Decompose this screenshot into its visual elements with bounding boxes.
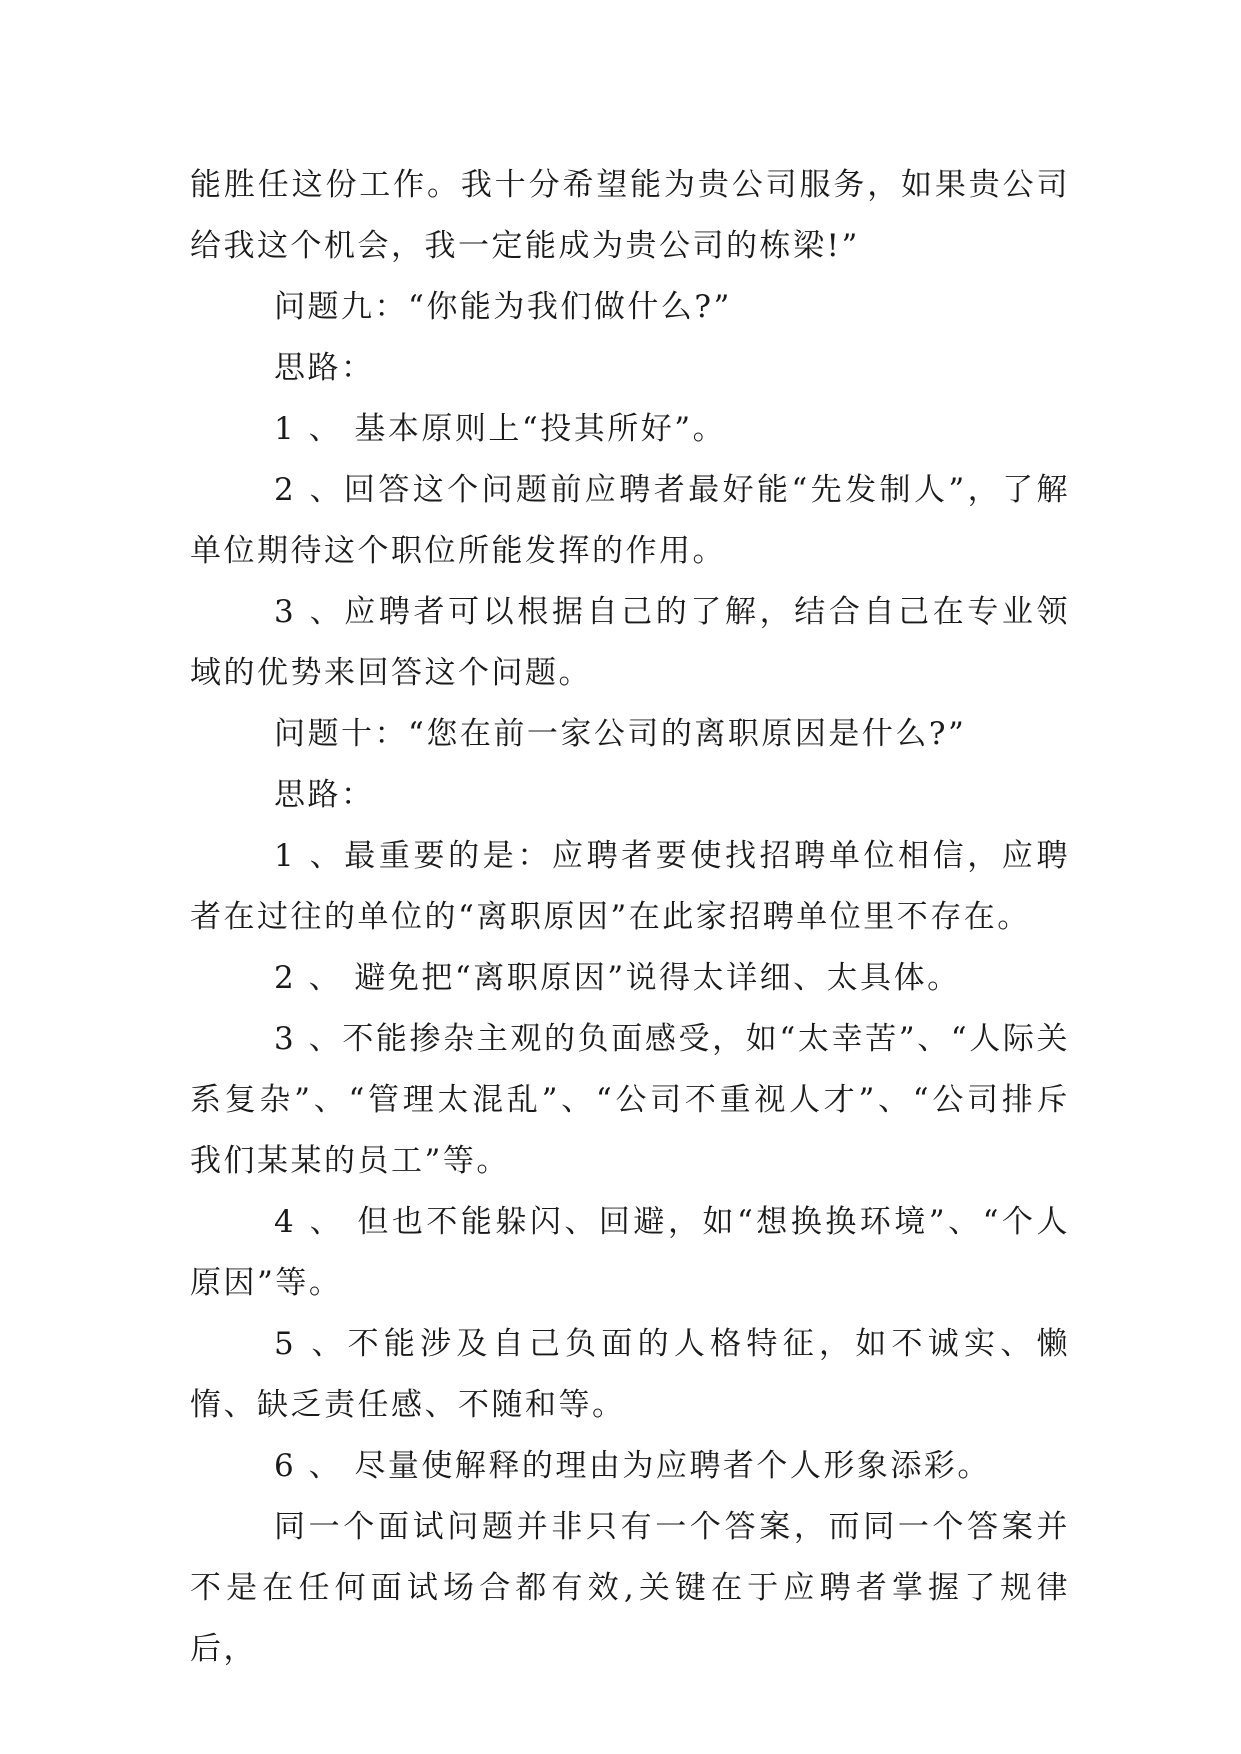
question-ten-heading: 问题十：“您在前一家公司的离职原因是什么?” (274, 716, 967, 752)
closing-paragraph: 同一个面试问题并非只有一个答案，而同一个答案并不是在任何面试场合都有效,关键在于应聘者掌握了规律后， (190, 1509, 1070, 1667)
list-item: 6 、 尽量使解释的理由为应聘者个人形象添彩。 (274, 1448, 991, 1484)
list-item: 1 、 基本原则上“投其所好”。 (274, 411, 727, 447)
list-item: 2 、回答这个问题前应聘者最好能“先发制人”，了解单位期待这个职位所能发挥的作用。 (190, 472, 1070, 569)
list-item: 3 、不能掺杂主观的负面感受，如“太幸苦”、“人际关系复杂”、“管理太混乱”、“公司不重视人才”、“公司排斥我们某某的员工”等。 (190, 1021, 1070, 1179)
document-body (190, 155, 1070, 1680)
list-item: 3 、应聘者可以根据自己的了解，结合自己在专业领域的优势来回答这个问题。 (190, 594, 1070, 691)
list-item: 1 、最重要的是：应聘者要使找招聘单位相信，应聘者在过往的单位的“离职原因”在此家招聘单位里不存在。 (190, 838, 1070, 935)
question-nine-heading: 问题九：“你能为我们做什么?” (274, 289, 732, 325)
list-item: 5 、不能涉及自己负面的人格特征，如不诚实、懒惰、缺乏责任感、不随和等。 (190, 1326, 1070, 1423)
list-item: 4 、 但也不能躲闪、回避，如“想换换环境”、“个人原因”等。 (190, 1204, 1070, 1301)
paragraph-continuation: 能胜任这份工作。我十分希望能为贵公司服务，如果贵公司给我这个机会，我一定能成为贵公司的栋梁!” (190, 167, 1070, 264)
list-item: 2 、 避免把“离职原因”说得太详细、太具体。 (274, 960, 961, 996)
approach-label: 思路： (274, 777, 375, 813)
approach-label: 思路： (274, 350, 375, 386)
